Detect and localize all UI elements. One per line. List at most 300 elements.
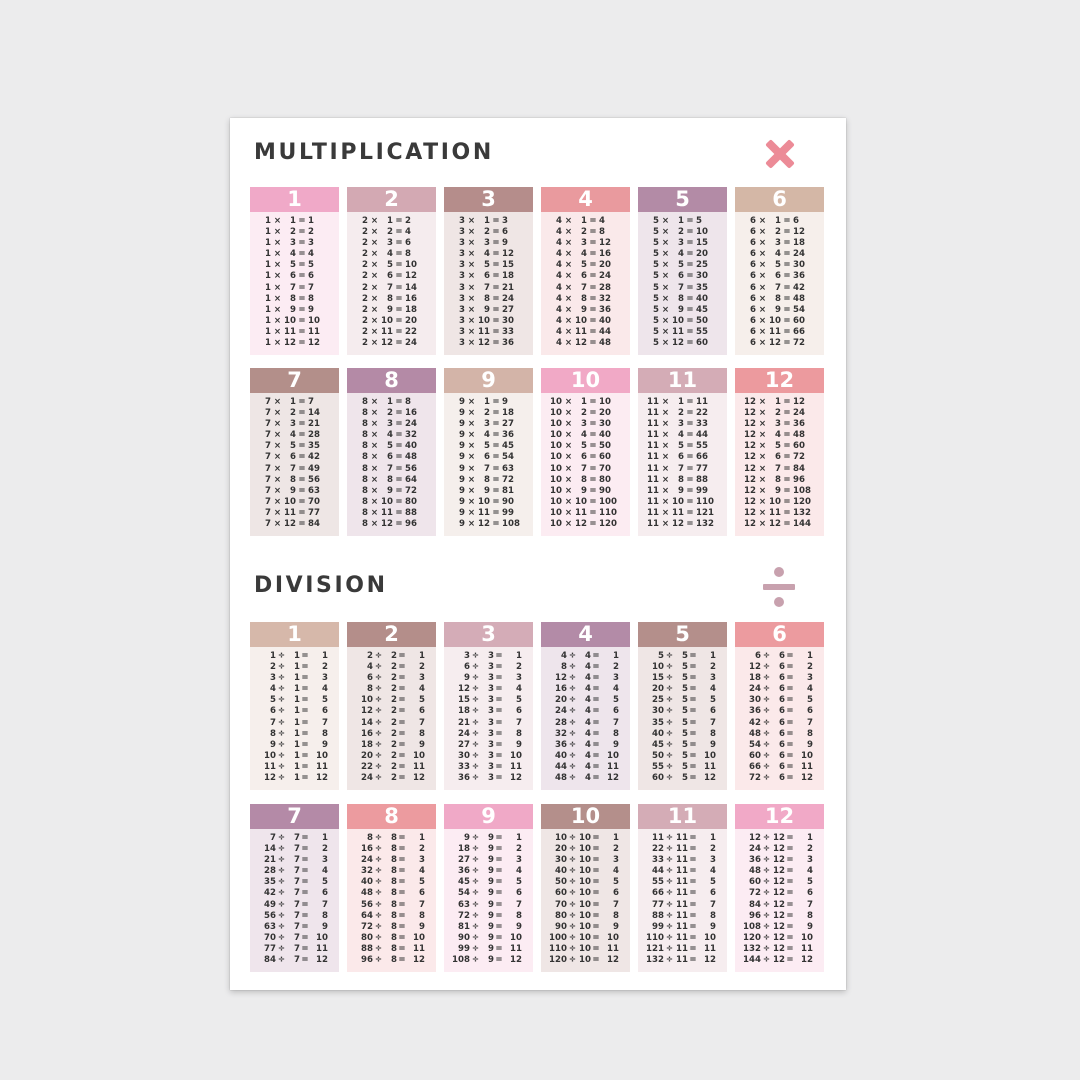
- operator-sign: ÷: [665, 695, 674, 706]
- operand-a: 11: [647, 441, 659, 452]
- result: 48: [599, 338, 611, 349]
- operand-a: 9: [459, 507, 465, 518]
- operand-a: 14: [264, 844, 276, 855]
- table-row: [250, 911, 339, 922]
- operator-sign: ×: [564, 408, 573, 419]
- operator-sign: ÷: [762, 866, 771, 877]
- operand-b: 2: [484, 408, 490, 419]
- operand-b: 2: [775, 408, 781, 419]
- result: 9: [419, 739, 425, 750]
- operand-b: 11: [284, 507, 296, 518]
- result: 15: [502, 260, 514, 271]
- operator-sign: ×: [467, 260, 476, 271]
- operand-a: 2: [362, 271, 368, 282]
- result: 40: [599, 430, 611, 441]
- operator-sign: ×: [661, 326, 670, 337]
- operator-sign: ÷: [762, 761, 771, 772]
- table-row: [444, 305, 533, 316]
- result: 50: [696, 315, 708, 326]
- operand-a: 5: [653, 315, 659, 326]
- operator-sign: ×: [661, 408, 670, 419]
- equals-sign: =: [592, 833, 600, 843]
- operand-a: 24: [458, 728, 470, 739]
- equals-sign: =: [786, 866, 794, 877]
- table-body: [250, 212, 339, 355]
- equals-sign: =: [689, 651, 697, 661]
- result: 132: [696, 519, 714, 530]
- operand-b: 8: [391, 866, 397, 877]
- table-row: [250, 305, 339, 316]
- table-row: [444, 729, 533, 740]
- operand-a: 8: [362, 463, 368, 474]
- result: 60: [696, 338, 708, 349]
- equals-sign: =: [783, 216, 791, 226]
- operand-b: 4: [387, 249, 393, 260]
- result: 108: [793, 485, 811, 496]
- result: 35: [696, 282, 708, 293]
- equals-sign: =: [689, 684, 697, 695]
- operand-a: 66: [652, 888, 664, 899]
- table-row: [735, 508, 824, 519]
- result: 6: [419, 706, 425, 717]
- table-row: [250, 475, 339, 486]
- operator-sign: ÷: [762, 695, 771, 706]
- operand-b: 2: [391, 662, 397, 673]
- operand-b: 8: [391, 943, 397, 954]
- equals-sign: =: [398, 955, 406, 966]
- operand-a: 77: [264, 943, 276, 954]
- result: 2: [516, 662, 522, 673]
- result: 5: [322, 877, 328, 888]
- operator-sign: ÷: [568, 899, 577, 910]
- result: 90: [599, 485, 611, 496]
- operator-sign: ÷: [277, 761, 286, 772]
- result: 11: [316, 761, 328, 772]
- operand-a: 99: [458, 943, 470, 954]
- operand-b: 11: [676, 844, 688, 855]
- operator-sign: ×: [564, 293, 573, 304]
- operator-sign: ×: [370, 260, 379, 271]
- operator-sign: ×: [273, 397, 282, 407]
- operand-a: 10: [264, 750, 276, 761]
- table-row: [541, 497, 630, 508]
- operand-b: 12: [773, 955, 785, 966]
- operator-sign: ×: [273, 260, 282, 271]
- operand-b: 2: [391, 739, 397, 750]
- equals-sign: =: [398, 844, 406, 855]
- table-header-number: 3: [444, 622, 533, 647]
- table-row: [541, 877, 630, 888]
- operand-a: 4: [556, 293, 562, 304]
- operator-sign: ×: [661, 496, 670, 507]
- operator-sign: ÷: [471, 695, 480, 706]
- operand-a: 63: [458, 899, 470, 910]
- equals-sign: =: [492, 397, 500, 407]
- operand-a: 3: [459, 338, 465, 349]
- operator-sign: ×: [370, 452, 379, 463]
- operand-b: 12: [773, 888, 785, 899]
- operand-a: 8: [362, 408, 368, 419]
- table-body: [347, 647, 436, 790]
- result: 5: [419, 877, 425, 888]
- operand-b: 1: [484, 216, 490, 226]
- table-row: [541, 464, 630, 475]
- equals-sign: =: [689, 855, 697, 866]
- operand-a: 56: [264, 910, 276, 921]
- operand-b: 12: [773, 866, 785, 877]
- result: 10: [704, 932, 716, 943]
- table-row: [638, 718, 727, 729]
- equals-sign: =: [786, 717, 794, 728]
- result: 4: [322, 684, 328, 695]
- operator-sign: ×: [661, 463, 670, 474]
- table-body: [541, 647, 630, 790]
- multiplication-table-card-1: [250, 187, 339, 355]
- equals-sign: =: [686, 408, 694, 419]
- operand-b: 9: [387, 304, 393, 315]
- operand-a: 6: [750, 282, 756, 293]
- operator-sign: ÷: [374, 695, 383, 706]
- equals-sign: =: [495, 855, 503, 866]
- operand-a: 10: [550, 496, 562, 507]
- operator-sign: ×: [661, 304, 670, 315]
- table-row: [444, 773, 533, 784]
- table-row: [638, 316, 727, 327]
- result: 9: [516, 739, 522, 750]
- equals-sign: =: [686, 430, 694, 441]
- result: 5: [710, 877, 716, 888]
- operand-a: 40: [652, 728, 664, 739]
- operator-sign: ÷: [665, 728, 674, 739]
- table-body: [638, 647, 727, 790]
- operator-sign: ÷: [762, 717, 771, 728]
- operand-b: 8: [678, 474, 684, 485]
- result: 9: [710, 739, 716, 750]
- result: 15: [696, 238, 708, 249]
- table-row: [347, 855, 436, 866]
- table-row: [250, 486, 339, 497]
- operand-b: 8: [391, 888, 397, 899]
- operand-b: 10: [579, 955, 591, 966]
- multiplication-table-card-2: [347, 187, 436, 355]
- operator-sign: ÷: [568, 844, 577, 855]
- operand-a: 10: [550, 463, 562, 474]
- operator-sign: ÷: [665, 651, 674, 661]
- equals-sign: =: [592, 888, 600, 899]
- result: 1: [419, 651, 425, 661]
- table-row: [541, 216, 630, 227]
- operator-sign: ÷: [471, 910, 480, 921]
- equals-sign: =: [301, 921, 309, 932]
- operand-a: 11: [647, 452, 659, 463]
- equals-sign: =: [492, 326, 500, 337]
- table-row: [735, 260, 824, 271]
- operator-sign: ×: [467, 249, 476, 260]
- operand-b: 2: [391, 773, 397, 784]
- equals-sign: =: [301, 910, 309, 921]
- result: 5: [322, 695, 328, 706]
- operand-b: 11: [381, 326, 393, 337]
- result: 4: [322, 866, 328, 877]
- table-row: [541, 316, 630, 327]
- operand-b: 6: [387, 452, 393, 463]
- result: 72: [793, 338, 805, 349]
- table-row: [444, 844, 533, 855]
- equals-sign: =: [783, 282, 791, 293]
- table-row: [444, 855, 533, 866]
- operand-b: 3: [484, 419, 490, 430]
- table-row: [541, 900, 630, 911]
- equals-sign: =: [686, 227, 694, 238]
- operand-a: 32: [361, 866, 373, 877]
- result: 10: [704, 750, 716, 761]
- operator-sign: ×: [467, 496, 476, 507]
- operand-b: 4: [775, 249, 781, 260]
- table-body: [638, 393, 727, 536]
- result: 3: [322, 673, 328, 684]
- result: 96: [793, 474, 805, 485]
- operand-b: 5: [678, 441, 684, 452]
- result: 99: [502, 507, 514, 518]
- operator-sign: ÷: [568, 717, 577, 728]
- operand-a: 4: [556, 227, 562, 238]
- equals-sign: =: [786, 955, 794, 966]
- operand-a: 1: [265, 315, 271, 326]
- operand-a: 18: [458, 706, 470, 717]
- table-row: [541, 944, 630, 955]
- table-row: [347, 651, 436, 662]
- operator-sign: ×: [661, 260, 670, 271]
- operand-b: 9: [678, 485, 684, 496]
- operand-a: 7: [265, 474, 271, 485]
- operand-b: 3: [581, 419, 587, 430]
- table-row: [250, 844, 339, 855]
- equals-sign: =: [495, 695, 503, 706]
- table-row: [444, 922, 533, 933]
- operator-sign: ×: [467, 519, 476, 530]
- operator-sign: ×: [273, 338, 282, 349]
- operator-sign: ×: [273, 507, 282, 518]
- table-row: [347, 762, 436, 773]
- operand-b: 6: [678, 271, 684, 282]
- equals-sign: =: [592, 844, 600, 855]
- operand-b: 10: [575, 496, 587, 507]
- table-row: [250, 855, 339, 866]
- operand-a: 21: [458, 717, 470, 728]
- multiplication-table-card-12: [735, 368, 824, 536]
- result: 11: [413, 761, 425, 772]
- equals-sign: =: [592, 921, 600, 932]
- table-row: [638, 441, 727, 452]
- equals-sign: =: [786, 932, 794, 943]
- result: 12: [413, 955, 425, 966]
- equals-sign: =: [589, 271, 597, 282]
- table-row: [541, 933, 630, 944]
- table-row: [735, 519, 824, 530]
- operand-a: 132: [646, 955, 664, 966]
- table-row: [735, 452, 824, 463]
- operator-sign: ÷: [374, 921, 383, 932]
- operand-a: 1: [270, 651, 276, 661]
- equals-sign: =: [786, 943, 794, 954]
- operator-sign: ÷: [374, 844, 383, 855]
- result: 24: [793, 408, 805, 419]
- operand-b: 4: [585, 761, 591, 772]
- operand-a: 3: [459, 216, 465, 226]
- operator-sign: ÷: [471, 833, 480, 843]
- table-row: [638, 497, 727, 508]
- equals-sign: =: [298, 282, 306, 293]
- operator-sign: ×: [467, 227, 476, 238]
- operand-a: 80: [555, 910, 567, 921]
- result: 20: [599, 260, 611, 271]
- operand-b: 7: [294, 877, 300, 888]
- table-row: [250, 944, 339, 955]
- operand-a: 4: [556, 216, 562, 226]
- operand-b: 1: [775, 397, 781, 407]
- equals-sign: =: [592, 662, 600, 673]
- operand-a: 30: [652, 706, 664, 717]
- operator-sign: ×: [370, 338, 379, 349]
- operator-sign: ÷: [762, 662, 771, 673]
- table-body: [735, 647, 824, 790]
- operand-a: 56: [361, 899, 373, 910]
- operator-sign: ÷: [471, 855, 480, 866]
- operator-sign: ×: [564, 216, 573, 226]
- operator-sign: ÷: [374, 932, 383, 943]
- operand-a: 50: [652, 750, 664, 761]
- equals-sign: =: [589, 397, 597, 407]
- result: 14: [405, 282, 417, 293]
- operand-b: 7: [678, 463, 684, 474]
- operator-sign: ×: [661, 507, 670, 518]
- operand-a: 64: [361, 910, 373, 921]
- operator-sign: ×: [758, 507, 767, 518]
- table-row: [735, 397, 824, 408]
- operator-sign: ×: [661, 315, 670, 326]
- operand-a: 8: [561, 662, 567, 673]
- result: 36: [793, 271, 805, 282]
- result: 5: [419, 695, 425, 706]
- operator-sign: ÷: [762, 651, 771, 661]
- result: 90: [502, 496, 514, 507]
- result: 8: [308, 293, 314, 304]
- operand-b: 2: [391, 761, 397, 772]
- result: 72: [793, 452, 805, 463]
- equals-sign: =: [495, 662, 503, 673]
- operand-a: 3: [459, 271, 465, 282]
- division-table-card-9: [444, 804, 533, 972]
- operand-b: 5: [682, 673, 688, 684]
- multiplication-table-card-4: [541, 187, 630, 355]
- table-body: [638, 829, 727, 972]
- table-row: [638, 695, 727, 706]
- operand-b: 11: [676, 899, 688, 910]
- equals-sign: =: [686, 238, 694, 249]
- operand-a: 2: [362, 238, 368, 249]
- table-row: [638, 740, 727, 751]
- result: 10: [599, 397, 611, 407]
- equals-sign: =: [298, 463, 306, 474]
- table-row: [444, 888, 533, 899]
- operand-b: 1: [294, 773, 300, 784]
- equals-sign: =: [492, 227, 500, 238]
- operand-b: 10: [579, 855, 591, 866]
- result: 1: [710, 833, 716, 843]
- result: 27: [502, 419, 514, 430]
- operand-b: 9: [484, 304, 490, 315]
- equals-sign: =: [395, 496, 403, 507]
- table-row: [735, 271, 824, 282]
- operand-b: 10: [478, 315, 490, 326]
- operator-sign: ×: [661, 271, 670, 282]
- operand-a: 9: [459, 397, 465, 407]
- result: 5: [613, 695, 619, 706]
- table-row: [541, 833, 630, 844]
- operand-a: 110: [646, 932, 664, 943]
- operator-sign: ÷: [471, 844, 480, 855]
- table-row: [541, 673, 630, 684]
- operand-a: 6: [464, 662, 470, 673]
- table-row: [735, 305, 824, 316]
- operand-a: 108: [452, 955, 470, 966]
- table-row: [444, 662, 533, 673]
- table-row: [347, 933, 436, 944]
- operand-b: 8: [387, 474, 393, 485]
- operator-sign: ×: [273, 519, 282, 530]
- equals-sign: =: [495, 717, 503, 728]
- operator-sign: ÷: [277, 844, 286, 855]
- operator-sign: ×: [758, 430, 767, 441]
- operand-b: 11: [676, 955, 688, 966]
- operand-a: 49: [264, 899, 276, 910]
- result: 8: [516, 910, 522, 921]
- result: 4: [405, 227, 411, 238]
- result: 9: [419, 921, 425, 932]
- operand-a: 90: [555, 921, 567, 932]
- operand-a: 120: [549, 955, 567, 966]
- equals-sign: =: [589, 463, 597, 474]
- operand-a: 7: [265, 441, 271, 452]
- equals-sign: =: [689, 773, 697, 784]
- equals-sign: =: [592, 955, 600, 966]
- equals-sign: =: [689, 717, 697, 728]
- table-row: [347, 662, 436, 673]
- equals-sign: =: [686, 304, 694, 315]
- operator-sign: ×: [758, 293, 767, 304]
- operand-b: 5: [682, 651, 688, 661]
- equals-sign: =: [592, 728, 600, 739]
- result: 10: [413, 750, 425, 761]
- operand-b: 10: [769, 315, 781, 326]
- operator-sign: ÷: [568, 728, 577, 739]
- equals-sign: =: [592, 932, 600, 943]
- equals-sign: =: [589, 430, 597, 441]
- operator-sign: ÷: [374, 651, 383, 661]
- operator-sign: ÷: [665, 943, 674, 954]
- result: 30: [793, 260, 805, 271]
- equals-sign: =: [398, 833, 406, 843]
- operand-a: 4: [561, 651, 567, 661]
- result: 3: [516, 673, 522, 684]
- operand-b: 6: [581, 271, 587, 282]
- operand-a: 6: [755, 651, 761, 661]
- operand-a: 36: [749, 706, 761, 717]
- operator-sign: ×: [758, 519, 767, 530]
- operator-sign: ÷: [568, 739, 577, 750]
- operand-a: 12: [749, 833, 761, 843]
- operand-b: 12: [769, 519, 781, 530]
